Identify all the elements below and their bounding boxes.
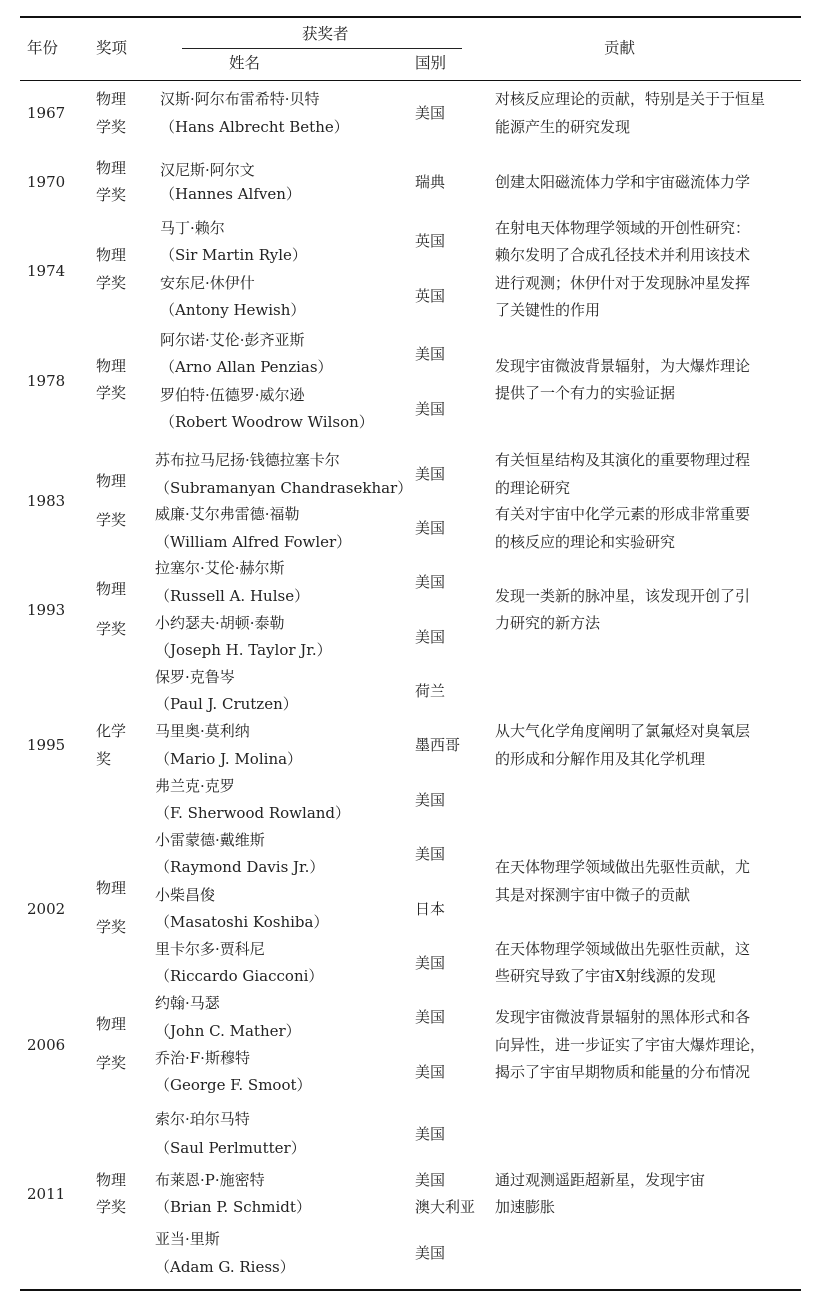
winner-name-latin: （Saul Perlmutter） <box>155 1139 306 1157</box>
winner-name: 小雷蒙德·戴维斯 <box>155 831 265 849</box>
winner-name: 拉塞尔·艾伦·赫尔斯 <box>155 559 285 577</box>
winner-country: 美国 <box>415 345 446 363</box>
winner-country: 美国 <box>415 465 446 483</box>
winner-name-latin: （Arno Allan Penzias） <box>160 358 333 376</box>
row-year: 2006 <box>27 1036 66 1054</box>
winner-name: 布莱恩·P·施密特 <box>155 1171 265 1189</box>
winner-name-latin: （Adam G. Riess） <box>155 1258 295 1276</box>
winner-country: 美国 <box>415 400 446 418</box>
row-award-line: 物理 <box>96 159 127 177</box>
row-year: 2011 <box>27 1185 66 1203</box>
header-bottom-rule <box>20 80 801 81</box>
contribution-line: 的核反应的理论和实验研究 <box>495 533 676 551</box>
row-award-line: 物理 <box>96 357 127 375</box>
row-award-line: 学奖 <box>96 511 127 529</box>
winner-name: 小约瑟夫·胡顿·泰勒 <box>155 614 285 632</box>
header-award: 奖项 <box>96 39 128 57</box>
row-award-line: 化学 <box>96 722 127 740</box>
contribution-line: 其是对探测宇宙中微子的贡献 <box>495 886 691 904</box>
winner-country: 美国 <box>415 1244 446 1262</box>
row-award-line: 学奖 <box>96 274 127 292</box>
winner-name: 保罗·克鲁岑 <box>155 668 235 686</box>
contribution-line: 在射电天体物理学领域的开创性研究： <box>495 219 751 237</box>
contribution-line: 些研究导致了宇宙X射线源的发现 <box>495 967 716 985</box>
contribution-line: 有关恒星结构及其演化的重要物理过程 <box>495 451 751 469</box>
header-name: 姓名 <box>229 54 261 72</box>
row-award-line: 奖 <box>96 750 112 768</box>
header-country: 国别 <box>415 54 447 72</box>
winner-name: 里卡尔多·贾科尼 <box>155 940 265 958</box>
winner-name-latin: （Robert Woodrow Wilson） <box>160 413 374 431</box>
winner-name-latin: （Joseph H. Taylor Jr.） <box>155 641 332 659</box>
row-year: 1970 <box>27 173 66 191</box>
winner-name: 马里奥·莫利纳 <box>155 722 250 740</box>
row-award-line: 学奖 <box>96 186 127 204</box>
contribution-line: 提供了一个有力的实验证据 <box>495 384 676 402</box>
contribution-line: 在天体物理学领域做出先驱性贡献，尤 <box>495 858 751 876</box>
winner-country: 美国 <box>415 845 446 863</box>
contribution-line: 在天体物理学领域做出先驱性贡献，这 <box>495 940 751 958</box>
winner-name-latin: （Masatoshi Koshiba） <box>155 913 329 931</box>
row-award-line: 物理 <box>96 879 127 897</box>
winner-country: 美国 <box>415 1063 446 1081</box>
contribution-line: 创建太阳磁流体力学和宇宙磁流体力学 <box>495 173 751 191</box>
winner-country: 美国 <box>415 573 446 591</box>
header-year: 年份 <box>27 39 59 57</box>
contribution-line: 的理论研究 <box>495 479 571 497</box>
winner-name-latin: （Raymond Davis Jr.） <box>155 858 325 876</box>
winner-country: 美国 <box>415 519 446 537</box>
contribution-line: 的形成和分解作用及其化学机理 <box>495 750 706 768</box>
contribution-line: 了关键性的作用 <box>495 301 601 319</box>
winner-name-latin: （Riccardo Giacconi） <box>155 967 324 985</box>
contribution-line: 进行观测；休伊什对于发现脉冲星发挥 <box>495 274 751 292</box>
winner-country: 美国 <box>415 791 446 809</box>
row-award-line: 学奖 <box>96 384 127 402</box>
row-year: 1995 <box>27 736 66 754</box>
winner-name: 索尔·珀尔马特 <box>155 1110 250 1128</box>
table-bottom-rule <box>20 1289 801 1291</box>
winner-name-latin: （Paul J. Crutzen） <box>155 695 298 713</box>
winner-name: 约翰·马瑟 <box>155 994 220 1012</box>
row-award-line: 物理 <box>96 90 127 108</box>
winner-name-latin: （F. Sherwood Rowland） <box>155 804 351 822</box>
winner-country: 英国 <box>415 287 446 305</box>
row-year: 1967 <box>27 104 66 122</box>
winner-country: 荷兰 <box>415 682 446 700</box>
winner-country: 美国 <box>415 628 446 646</box>
row-award-line: 物理 <box>96 580 127 598</box>
row-award-line: 学奖 <box>96 1054 127 1072</box>
header-winners: 获奖者 <box>302 25 349 43</box>
contribution-line: 向异性，进一步证实了宇宙大爆炸理论， <box>495 1036 766 1054</box>
row-award-line: 学奖 <box>96 918 127 936</box>
row-year: 2002 <box>27 900 66 918</box>
winner-name-latin: （Brian P. Schmidt） <box>155 1198 311 1216</box>
winner-name-latin: （George F. Smoot） <box>155 1076 312 1094</box>
contribution-line: 有关对宇宙中化学元素的形成非常重要 <box>495 505 751 523</box>
row-award-line: 物理 <box>96 1015 127 1033</box>
winner-country: 日本 <box>415 900 446 918</box>
table-top-rule <box>20 16 801 18</box>
winner-country: 墨西哥 <box>415 736 461 754</box>
contribution-line: 通过观测遥距超新星，发现宇宙 <box>495 1171 706 1189</box>
winner-name: 苏布拉马尼扬·钱德拉塞卡尔 <box>155 451 340 469</box>
row-award-line: 学奖 <box>96 118 127 136</box>
winner-name: 汉斯·阿尔布雷希特·贝特 <box>160 90 320 108</box>
row-award-line: 学奖 <box>96 620 127 638</box>
winner-name: 罗伯特·伍德罗·威尔逊 <box>160 386 305 404</box>
contribution-line: 发现一类新的脉冲星，该发现开创了引 <box>495 587 751 605</box>
winner-country: 美国 <box>415 954 446 972</box>
contribution-line: 对核反应理论的贡献，特别是关于于恒星 <box>495 90 766 108</box>
winner-name: 汉尼斯·阿尔文 <box>160 161 255 179</box>
contribution-line: 能源产生的研究发现 <box>495 118 631 136</box>
winner-name: 安东尼·休伊什 <box>160 274 255 292</box>
contribution-line: 发现宇宙微波背景辐射的黑体形式和各 <box>495 1008 751 1026</box>
contribution-line: 从大气化学角度阐明了氯氟烃对臭氧层 <box>495 722 751 740</box>
row-year: 1983 <box>27 492 66 510</box>
row-year: 1974 <box>27 262 66 280</box>
winner-name-latin: （Russell A. Hulse） <box>155 587 310 605</box>
winner-country: 美国 <box>415 1171 446 1189</box>
row-award-line: 学奖 <box>96 1198 127 1216</box>
winners-underline <box>182 48 462 49</box>
winner-name: 弗兰克·克罗 <box>155 777 235 795</box>
winner-name-latin: （Antony Hewish） <box>160 301 306 319</box>
winner-country: 美国 <box>415 1125 446 1143</box>
winner-name: 乔治·F·斯穆特 <box>155 1049 250 1067</box>
contribution-line: 揭示了宇宙早期物质和能量的分布情况 <box>495 1063 751 1081</box>
winner-name-latin: （Mario J. Molina） <box>155 750 303 768</box>
winner-name-latin: （William Alfred Fowler） <box>155 533 352 551</box>
row-award-line: 物理 <box>96 1171 127 1189</box>
winner-name-latin: （Subramanyan Chandrasekhar） <box>155 479 413 497</box>
winner-name-latin: （Hannes Alfven） <box>160 185 301 203</box>
contribution-line: 发现宇宙微波背景辐射，为大爆炸理论 <box>495 357 751 375</box>
winner-country: 美国 <box>415 104 446 122</box>
winner-name-latin: （John C. Mather） <box>155 1022 301 1040</box>
winner-name-latin: （Sir Martin Ryle） <box>160 246 307 264</box>
winner-name-latin: （Hans Albrecht Bethe） <box>160 118 349 136</box>
row-award-line: 物理 <box>96 246 127 264</box>
contribution-line: 赖尔发明了合成孔径技术并利用该技术 <box>495 246 751 264</box>
winner-name: 威廉·艾尔弗雷德·福勒 <box>155 505 300 523</box>
winner-name: 小柴昌俊 <box>155 886 216 904</box>
header-contribution: 贡献 <box>604 39 636 57</box>
winner-country: 瑞典 <box>415 173 446 191</box>
row-year: 1978 <box>27 372 66 390</box>
winner-country: 美国 <box>415 1008 446 1026</box>
row-award-line: 物理 <box>96 472 127 490</box>
winner-name: 亚当·里斯 <box>155 1230 220 1248</box>
winner-name: 阿尔诺·艾伦·彭齐亚斯 <box>160 331 305 349</box>
winner-country: 澳大利亚 <box>415 1198 476 1216</box>
winner-name: 马丁·赖尔 <box>160 219 225 237</box>
row-year: 1993 <box>27 601 66 619</box>
winner-country: 英国 <box>415 232 446 250</box>
contribution-line: 力研究的新方法 <box>495 614 601 632</box>
contribution-line: 加速膨胀 <box>495 1198 556 1216</box>
